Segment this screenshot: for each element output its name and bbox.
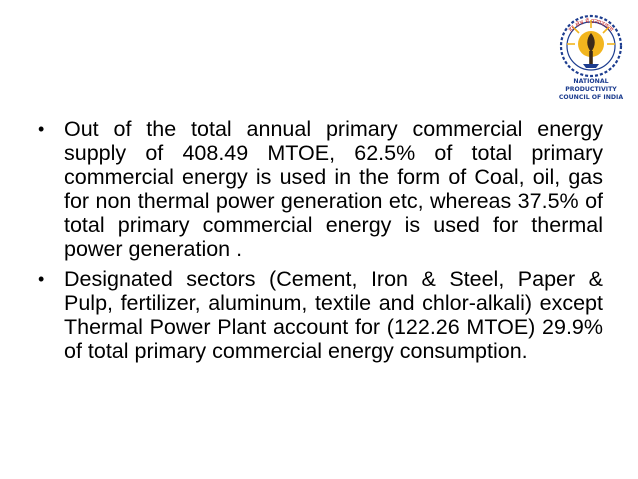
bullet-icon: •	[38, 269, 45, 289]
bullet-item-sectors	[38, 267, 603, 363]
bullet-item-supply	[38, 117, 603, 261]
logo-caption	[550, 78, 632, 102]
npc-logo	[550, 6, 632, 106]
bullet-list	[38, 117, 603, 369]
bullet-text-supply: Out of the total annual primary commercial energy supply of 408.49 MTOE, 62.5% of total primary commercial energy is used in the form of Coal, oil, gas for non thermal power generation etc, whereas 37.5% of total primary commercial energy is used for thermal power generation .	[64, 117, 603, 261]
logo-arc-text: हर क्षेत्र में उत्पादकता	[567, 17, 615, 34]
logo-caption-line1: NATIONAL PRODUCTIVITY	[565, 78, 617, 93]
bullet-text-sectors: Designated sectors (Cement, Iron & Steel, Paper & Pulp, fertilizer, aluminum, textile and chlor-alkali) except Thermal Power Plant account for (122.26 MTOE) 29.9% of total primary commercial energy consumption.	[64, 267, 603, 363]
bullet-icon: •	[38, 119, 45, 139]
npc-emblem-icon	[550, 6, 632, 78]
logo-caption-line2: COUNCIL OF INDIA	[558, 94, 624, 101]
